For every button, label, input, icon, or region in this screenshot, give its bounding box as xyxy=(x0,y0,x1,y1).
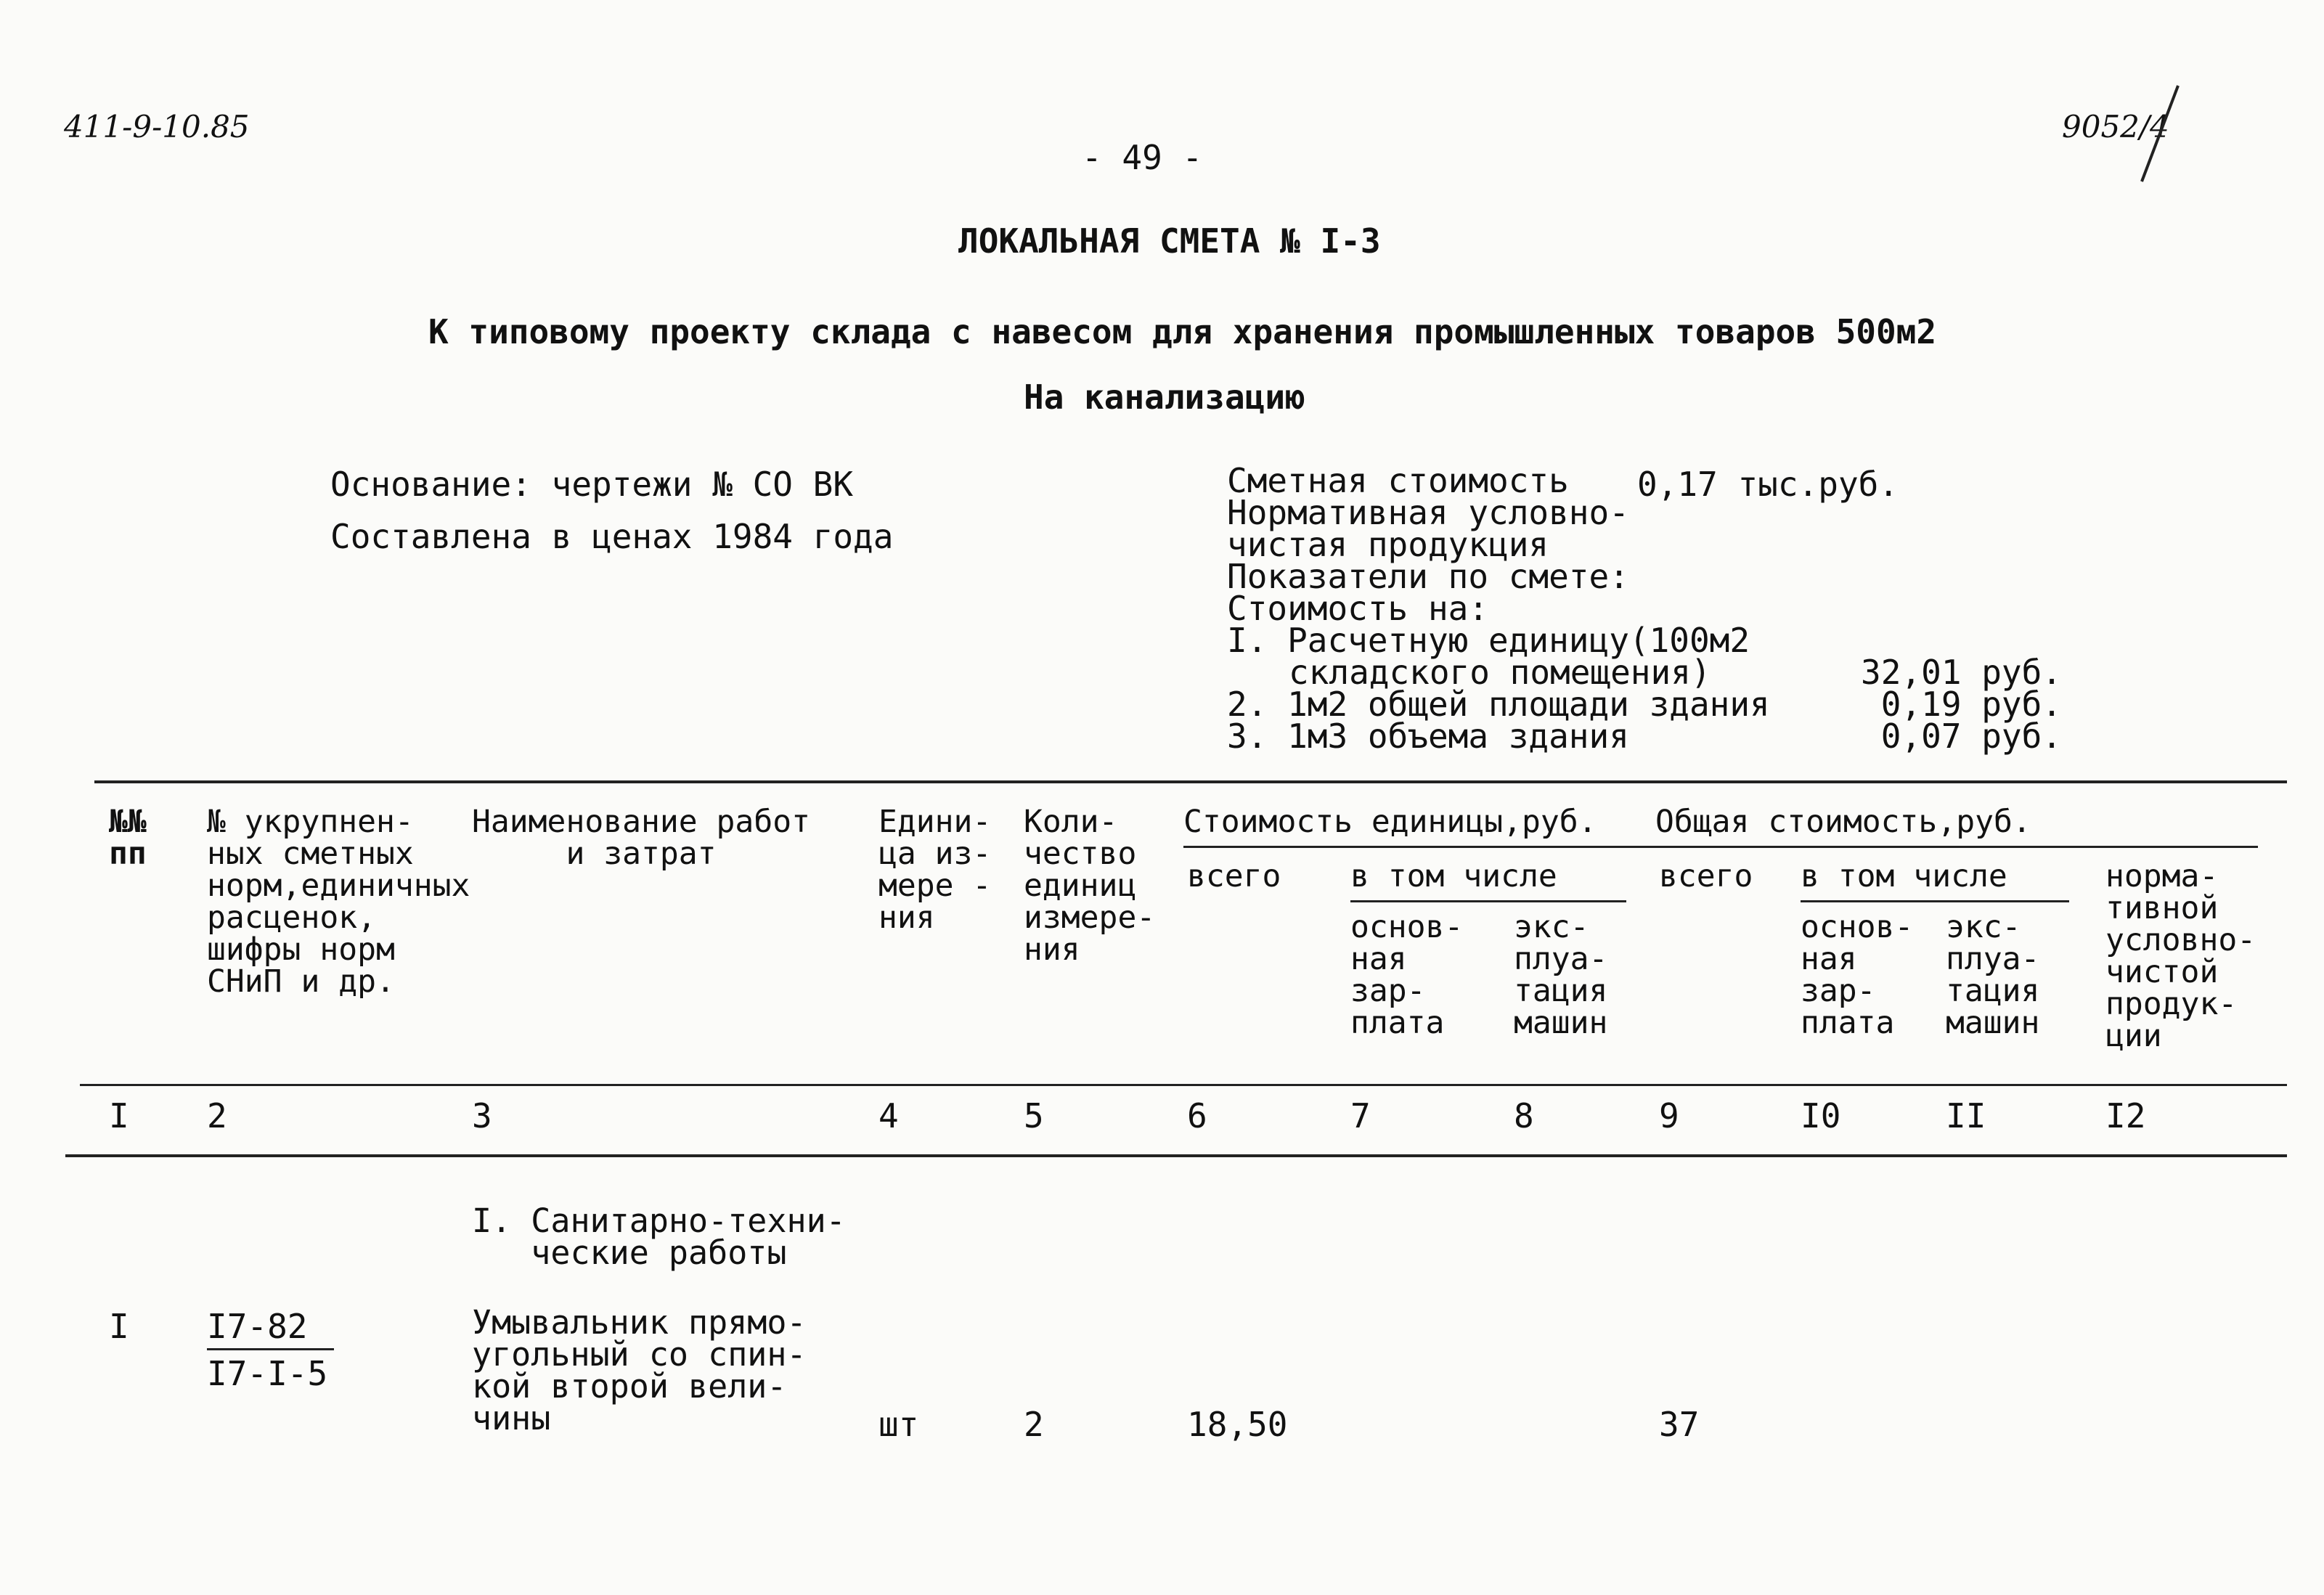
header-total-incl: в том числе xyxy=(1801,858,2007,894)
page-number: - 49 - xyxy=(1082,138,1203,177)
col-number-4: 4 xyxy=(878,1096,899,1135)
header-unit-all: всего xyxy=(1187,858,1281,894)
indicators-label: Показатели по смете: xyxy=(1227,557,1629,596)
page-title: ЛОКАЛЬНАЯ СМЕТА № I-3 xyxy=(958,221,1381,261)
row-number: I xyxy=(109,1307,129,1346)
basis-drawings: Основание: чертежи № СО ВК xyxy=(330,465,854,504)
summary-block xyxy=(1227,461,1770,756)
header-total-cost: Общая стоимость,руб. xyxy=(1655,804,2031,840)
col-number-12: I2 xyxy=(2105,1096,2146,1135)
cost-group-rule xyxy=(1183,846,2258,848)
document-subtitle: К типовому проекту склада с навесом для хранения промышленных товаров 500м2 xyxy=(428,312,1937,351)
header-quantity: Коли- чество единиц измере- ния xyxy=(1024,804,1156,968)
col-number-10: I0 xyxy=(1801,1096,1841,1135)
sheet-reference: 9052/4 xyxy=(2062,109,2169,144)
item3-value: 0,07 руб. xyxy=(1880,717,2062,756)
document-code: 411-9-10.85 xyxy=(64,109,250,144)
row-quantity: 2 xyxy=(1024,1405,1044,1444)
header-row-number: №№ пп xyxy=(109,804,147,872)
header-total-all: всего xyxy=(1659,858,1753,894)
col-number-8: 8 xyxy=(1514,1096,1534,1135)
item1-line-2: складского помещения) xyxy=(1289,653,1711,692)
basis-prices: Составлена в ценах 1984 года xyxy=(330,517,894,556)
code-fraction-rule xyxy=(207,1348,334,1350)
col-number-11: II xyxy=(1946,1096,1986,1135)
header-total-wages: основ- ная зар- плата xyxy=(1801,909,1914,1041)
col-number-9: 9 xyxy=(1659,1096,1679,1135)
col-number-3: 3 xyxy=(472,1096,492,1135)
header-normative: норма- тивной условно- чистой продук- ции xyxy=(2105,858,2256,1054)
col-number-6: 6 xyxy=(1187,1096,1207,1135)
cost-on-label: Стоимость на: xyxy=(1227,589,1489,628)
item1-line-1: I. Расчетную единицу(100м2 xyxy=(1227,621,1750,660)
col-number-7: 7 xyxy=(1350,1096,1371,1135)
unit-incl-rule xyxy=(1350,900,1626,902)
section-subtitle: На канализацию xyxy=(1024,378,1305,417)
header-unit-incl: в том числе xyxy=(1350,858,1557,894)
header-unit-machines: экс- плуа- тация машин xyxy=(1514,909,1608,1041)
indicator-values xyxy=(1844,653,2062,756)
estimated-cost-label: Сметная стоимость xyxy=(1227,461,1569,500)
header-work-name: Наименование работ и затрат xyxy=(472,804,810,872)
item3-label: 3. 1м3 объема здания xyxy=(1227,717,1629,756)
item1-value: 32,01 руб. xyxy=(1861,653,2062,692)
normative-line-2: чистая продукция xyxy=(1227,525,1549,564)
item2-label: 2. 1м2 общей площади здания xyxy=(1227,685,1770,724)
col-number-1: I xyxy=(109,1096,129,1135)
section-title: I. Санитарно-техни- ческие работы xyxy=(472,1202,846,1272)
handwritten-slash-mark xyxy=(2127,80,2193,189)
row-total: 37 xyxy=(1659,1405,1700,1444)
table-top-rule xyxy=(94,780,2287,783)
row-work-name: Умывальник прямо- угольный со спин- кой второй вели- чины xyxy=(472,1303,807,1437)
row-unit-total: 18,50 xyxy=(1187,1405,1288,1444)
column-numbers-rule xyxy=(65,1154,2287,1157)
header-unit-wages: основ- ная зар- плата xyxy=(1350,909,1464,1041)
header-unit-cost: Стоимость единицы,руб. xyxy=(1183,804,1597,840)
estimated-cost-value: 0,17 тыс.руб. xyxy=(1637,465,1899,504)
col-number-5: 5 xyxy=(1024,1096,1044,1135)
row-unit: шт xyxy=(878,1405,919,1444)
normative-line-1: Нормативная условно- xyxy=(1227,493,1629,532)
row-code-top: I7-82 xyxy=(207,1307,308,1346)
header-unit: Едини- ца из- мере - ния xyxy=(878,804,992,936)
item2-value: 0,19 руб. xyxy=(1880,685,2062,724)
header-norm-code: № укрупнен- ных сметных норм,единичных расценок, шифры норм СНиП и др. xyxy=(207,804,470,1000)
header-total-machines: экс- плуа- тация машин xyxy=(1946,909,2040,1041)
row-code-bottom: I7-I-5 xyxy=(207,1354,328,1393)
total-incl-rule xyxy=(1801,900,2069,902)
col-number-2: 2 xyxy=(207,1096,227,1135)
header-bottom-rule xyxy=(80,1084,2287,1086)
